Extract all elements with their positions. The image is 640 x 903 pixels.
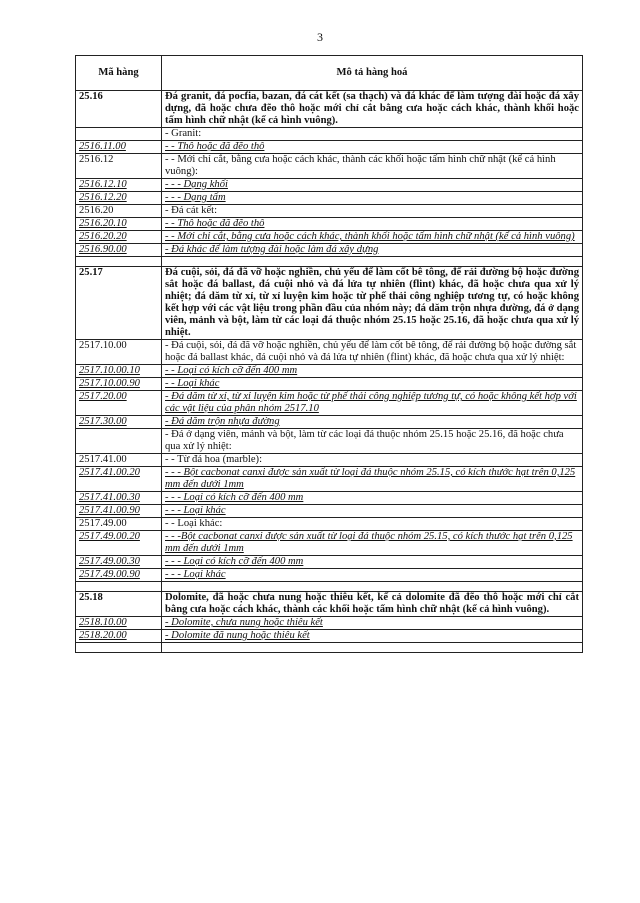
description-cell: - - Loại khác: xyxy=(162,518,583,531)
hs-code-cell: 2517.10.00 xyxy=(76,340,162,365)
table-body xyxy=(76,91,583,653)
table-row xyxy=(76,416,583,429)
hs-code-cell: 2517.10.00.90 xyxy=(76,378,162,391)
description-cell: - Dolomite đã nung hoặc thiêu kết xyxy=(162,630,583,643)
hs-code-cell xyxy=(76,582,162,592)
table-row xyxy=(76,378,583,391)
table-header-row xyxy=(76,56,583,91)
description-cell: - - - Loại có kích cỡ đến 400 mm xyxy=(162,492,583,505)
hs-code-cell xyxy=(76,429,162,454)
description-cell: - Đá cát kết: xyxy=(162,205,583,218)
heading-row xyxy=(76,267,583,340)
description-cell: - Đá khác để làm tượng đài hoặc làm đá xây dựng xyxy=(162,244,583,257)
table-row xyxy=(76,205,583,218)
hs-code-cell xyxy=(76,257,162,267)
description-cell xyxy=(162,582,583,592)
hs-code-cell: 2516.90.00 xyxy=(76,244,162,257)
spacer-row xyxy=(76,257,583,267)
description-cell: - - Từ đá hoa (marble): xyxy=(162,454,583,467)
description-cell: Dolomite, đã hoặc chưa nung hoặc thiêu kết, kể cả dolomite đã đẽo thô hoặc mới chỉ cắt bằng cưa hoặc cách khác, thành các khối hoặc tấm hình chữ nhật (kể cả hình vuông). xyxy=(162,592,583,617)
description-cell: - - - Loại khác xyxy=(162,505,583,518)
table-row xyxy=(76,429,583,454)
hs-code-cell: 2518.10.00 xyxy=(76,617,162,630)
description-cell: - - - Loại có kích cỡ đến 400 mm xyxy=(162,556,583,569)
description-cell: Đá cuội, sỏi, đá đã vỡ hoặc nghiền, chủ yếu để làm cốt bê tông, để rải đường bộ hoặc đường sắt hoặc đá ballast, đá cuội nhỏ và đá lửa tự nhiên (flint) khác, đã hoặc chưa qua xử lý nhiệt; đá dăm từ xỉ, từ xỉ luyện kim hoặc từ phế thải công nghiệp tương tự, có hoặc không kết hợp với các vật liệu trong phần đầu của nhóm này; đá dăm trộn nhựa đường, đá ở dạng viên, mảnh và bột, làm từ các loại đá thuộc nhóm 25.15 hoặc 25.16, đã hoặc chưa qua xử lý nhiệt. xyxy=(162,267,583,340)
hs-code-cell: 2517.49.00 xyxy=(76,518,162,531)
description-cell: - - Mới chỉ cắt, bằng cưa hoặc cách khác, thành khối hoặc tấm hình chữ nhật (kể cả hình vuông) xyxy=(162,231,583,244)
table-row xyxy=(76,454,583,467)
hs-code-cell: 2516.12 xyxy=(76,154,162,179)
hs-code-cell: 2516.12.20 xyxy=(76,192,162,205)
header-code: Mã hàng xyxy=(76,56,162,91)
description-cell xyxy=(162,643,583,653)
table-row xyxy=(76,630,583,643)
heading-row xyxy=(76,592,583,617)
table-row xyxy=(76,154,583,179)
spacer-row xyxy=(76,643,583,653)
hs-code-cell: 2517.41.00.90 xyxy=(76,505,162,518)
hs-code-cell: 25.18 xyxy=(76,592,162,617)
description-cell: - - - Loại khác xyxy=(162,569,583,582)
hs-code-cell: 2517.30.00 xyxy=(76,416,162,429)
description-cell: - Đá cuội, sỏi, đá đã vỡ hoặc nghiền, chủ yếu để làm cốt bê tông, để rải đường bộ hoặc đường sắt hoặc đá ballast khác, đá cuội nhỏ và đá lửa tự nhiên (flint) khác, đã hoặc chưa qua xử lý nhiệt: xyxy=(162,340,583,365)
hs-code-cell: 2516.20.10 xyxy=(76,218,162,231)
hs-code-cell: 2517.41.00.20 xyxy=(76,467,162,492)
table-row xyxy=(76,617,583,630)
description-cell: - Dolomite, chưa nung hoặc thiêu kết xyxy=(162,617,583,630)
table-row xyxy=(76,518,583,531)
tariff-table xyxy=(75,55,583,653)
description-cell: - - Thô hoặc đã đẽo thô xyxy=(162,218,583,231)
hs-code-cell: 25.17 xyxy=(76,267,162,340)
heading-row xyxy=(76,91,583,128)
header-description: Mô tả hàng hoá xyxy=(162,56,583,91)
table-row xyxy=(76,531,583,556)
description-cell: - - - Bột cacbonat canxi được sản xuất từ loại đá thuộc nhóm 25.15, có kích thước hạt trên 0,125 mm đến dưới 1mm xyxy=(162,467,583,492)
hs-code-cell: 2516.20 xyxy=(76,205,162,218)
table-row xyxy=(76,492,583,505)
table-row xyxy=(76,391,583,416)
table-row xyxy=(76,141,583,154)
hs-code-cell xyxy=(76,643,162,653)
hs-code-cell: 2517.41.00.30 xyxy=(76,492,162,505)
hs-code-cell: 2517.49.00.30 xyxy=(76,556,162,569)
description-cell: - - - Dạng tấm xyxy=(162,192,583,205)
table-row xyxy=(76,467,583,492)
hs-code-cell: 2516.20.20 xyxy=(76,231,162,244)
description-cell: - - -Bột cacbonat canxi được sản xuất từ loại đá thuộc nhóm 25.15, có kích thước hạt trên 0,125 mm đến dưới 1mm xyxy=(162,531,583,556)
table-row xyxy=(76,569,583,582)
hs-code-cell: 2517.41.00 xyxy=(76,454,162,467)
hs-code-cell: 25.16 xyxy=(76,91,162,128)
description-cell: - Granit: xyxy=(162,128,583,141)
spacer-row xyxy=(76,582,583,592)
table-row xyxy=(76,340,583,365)
table-row xyxy=(76,231,583,244)
description-cell: Đá granit, đá pocfia, bazan, đá cát kết (sa thạch) và đá khác để làm tượng đài hoặc đá xây dựng, đã hoặc chưa đẽo thô hoặc mới chỉ cắt bằng cưa hoặc cách khác, thành khối hoặc tấm hình chữ nhật (kể cả hình vuông). xyxy=(162,91,583,128)
hs-code-cell: 2516.12.10 xyxy=(76,179,162,192)
description-cell: - - Mới chỉ cắt, bằng cưa hoặc cách khác, thành các khối hoặc tấm hình chữ nhật (kể cả hình vuông): xyxy=(162,154,583,179)
hs-code-cell: 2518.20.00 xyxy=(76,630,162,643)
table-row xyxy=(76,218,583,231)
page-number: 3 xyxy=(317,30,323,44)
description-cell: - - Loại có kích cỡ đến 400 mm xyxy=(162,365,583,378)
hs-code-cell: 2517.49.00.20 xyxy=(76,531,162,556)
hs-code-cell: 2516.11.00 xyxy=(76,141,162,154)
hs-code-cell: 2517.20.00 xyxy=(76,391,162,416)
description-cell: - Đá ở dạng viên, mảnh và bột, làm từ các loại đá thuộc nhóm 25.15 hoặc 25.16, đã hoặc chưa qua xử lý nhiệt: xyxy=(162,429,583,454)
table-row xyxy=(76,556,583,569)
table-row xyxy=(76,179,583,192)
description-cell: - Đá dăm từ xỉ, từ xỉ luyện kim hoặc từ phế thải công nghiệp tương tự, có hoặc không kết hợp với các vật liệu của phân nhóm 2517.10 xyxy=(162,391,583,416)
table-row xyxy=(76,365,583,378)
table-row xyxy=(76,244,583,257)
hs-code-cell: 2517.10.00.10 xyxy=(76,365,162,378)
table-row xyxy=(76,128,583,141)
description-cell: - - Thô hoặc đã đẽo thô xyxy=(162,141,583,154)
description-cell: - Đá dăm trộn nhựa đường xyxy=(162,416,583,429)
description-cell: - - - Dạng khối xyxy=(162,179,583,192)
description-cell: - - Loại khác xyxy=(162,378,583,391)
table-row xyxy=(76,192,583,205)
description-cell xyxy=(162,257,583,267)
hs-code-cell xyxy=(76,128,162,141)
hs-code-cell: 2517.49.00.90 xyxy=(76,569,162,582)
table-row xyxy=(76,505,583,518)
